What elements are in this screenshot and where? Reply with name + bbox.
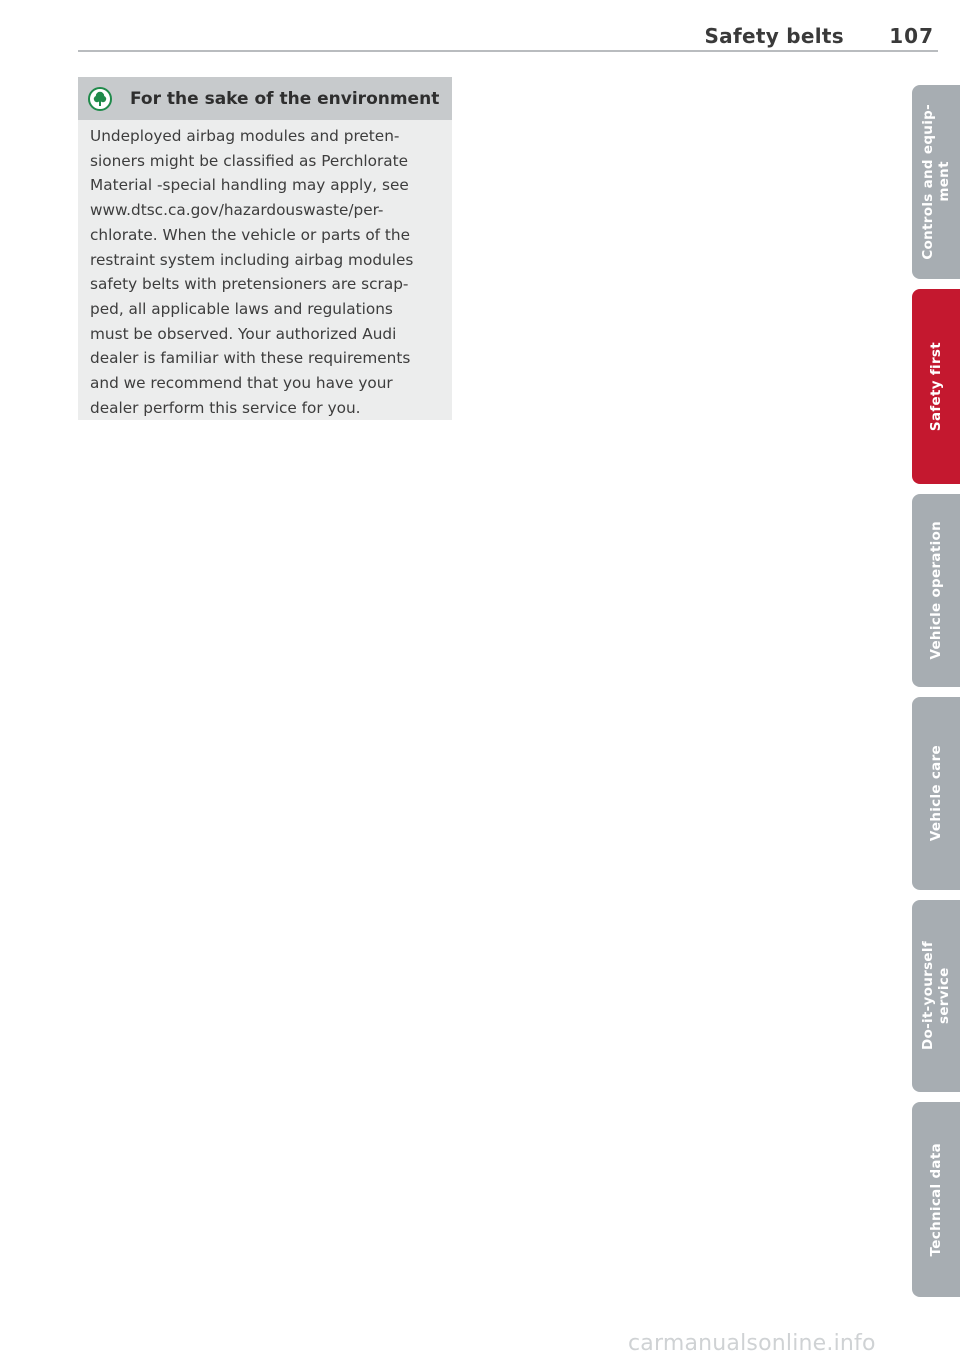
note-line: and we recommend that you have your (90, 374, 393, 393)
chapter-tab[interactable] (912, 697, 960, 890)
note-header (78, 77, 452, 120)
watermark: carmanualsonline.info (628, 1331, 876, 1356)
tree-icon (88, 87, 112, 111)
chapter-tab[interactable] (912, 1102, 960, 1297)
chapter-tab[interactable] (912, 900, 960, 1092)
chapter-tab-label: Vehicle operation (928, 521, 944, 660)
note-line: chlorate. When the vehicle or parts of the (90, 225, 411, 244)
note-line: dealer perform this service for you. (90, 398, 361, 417)
chapter-tab-label: Safety first (928, 341, 944, 432)
note-line: Undeployed airbag modules and preten- (90, 127, 400, 145)
chapter-tab-label: Technical data (928, 1142, 944, 1257)
note-line: sioners might be classified as Perchlorate (90, 151, 409, 170)
chapter-tab[interactable] (912, 85, 960, 279)
chapter-tab-label: Controls and equip- ment (920, 104, 952, 260)
page-number: 107 (889, 24, 934, 48)
note-line: restraint system including airbag modules (90, 250, 414, 269)
chapter-tab[interactable] (912, 494, 960, 687)
note-line: www.dtsc.ca.gov/hazardouswaste/per- (90, 201, 384, 220)
note-line: must be observed. Your authorized Audi (90, 324, 397, 343)
note-line: ped, all applicable laws and regulations (90, 299, 393, 318)
section-title: Safety belts (704, 24, 844, 48)
note-line: Material -special handling may apply, see (90, 176, 409, 195)
chapter-tab-label: Vehicle care (928, 745, 944, 842)
chapter-tab[interactable] (912, 289, 960, 484)
environment-note (78, 77, 452, 420)
note-line: safety belts with pretensioners are scrap- (90, 275, 409, 294)
note-title: For the sake of the environment (130, 88, 440, 109)
chapter-tab-label: Do-it-yourself service (920, 941, 952, 1051)
note-line: dealer is familiar with these requirements (90, 349, 411, 368)
note-body (78, 120, 452, 420)
header-rule (78, 50, 938, 52)
